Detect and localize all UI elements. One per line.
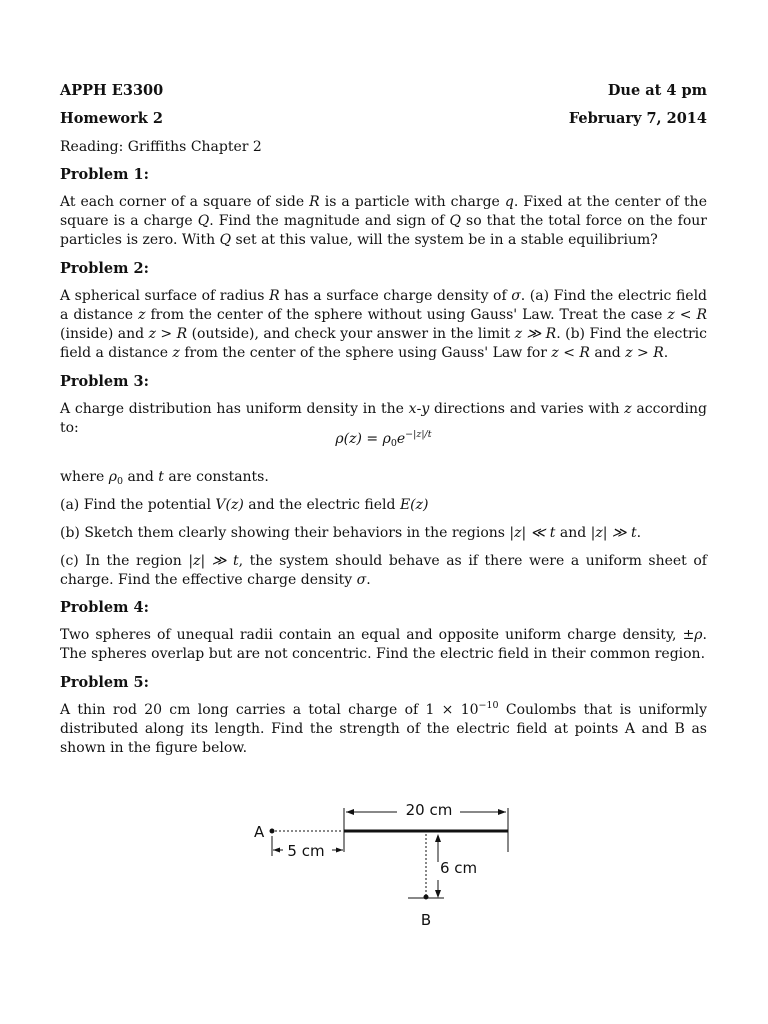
problem-4-title: Problem 4: [60, 599, 149, 616]
point-b-label: B [420, 911, 432, 929]
arrowhead-left-icon [346, 809, 354, 815]
problem-1-text: At each corner of a square of side R is a particle with charge q. Fixed at the center of the square is a charge Q. Find the magnitude and sign of Q so that the total force on the four particles is zero. With Q set at this value, will the system be in a stable equilibrium? [60, 194, 707, 248]
homework-title: Homework 2 [60, 110, 163, 127]
arrowhead-right-icon [498, 809, 506, 815]
problem-5-title: Problem 5: [60, 674, 149, 691]
point-a-label: A [254, 823, 265, 841]
problem-3-intro: A charge distribution has uniform density in the x-y directions and varies with z according to: [60, 401, 707, 436]
problem-2-text: A spherical surface of radius R has a surface charge density of σ. (a) Find the electric field a distance z from the center of the sphere without using Gauss' Law. Treat the case z < R (inside) and z > R (outside), and check your answer in the limit z ≫ R. (b) Find the electric field a distance z from the center of the sphere using Gauss' Law for z < R and z > R. [60, 288, 708, 361]
problem-3-part-c: (c) In the region |z| ≫ t, the system should behave as if there were a uniform sheet of charge. Find the effective charge density σ. [60, 553, 707, 588]
rod-length-label: 20 cm [405, 801, 453, 819]
arrowhead-gap-right-icon [336, 848, 343, 853]
course-code: APPH E3300 [60, 82, 164, 99]
height-label: 6 cm [440, 859, 478, 877]
problem-2-title: Problem 2: [60, 260, 149, 277]
problem-4-text: Two spheres of unequal radii contain an equal and opposite uniform charge density, ±ρ. The spheres overlap but are not concentric. Find the electric field in their common region. [60, 627, 707, 662]
due-date: February 7, 2014 [568, 110, 707, 127]
problem-5-text: A thin rod 20 cm long carries a total charge of $1 \times 10^{-10}$ Coulombs that is uniformly distributed along its length. Find the strength of the electric field at points A and B as shown in the figure below. [60, 700, 707, 756]
arrowhead-gap-left-icon [273, 848, 280, 853]
arrowhead-up-icon [435, 834, 441, 842]
problem-3-title: Problem 3: [60, 373, 149, 390]
problem-3-where: where $\rho_0$ and t are constants. [60, 469, 269, 487]
point-a-dot [270, 829, 275, 834]
problem-3-part-b: (b) Sketch them clearly showing their behaviors in the regions |z| ≪ t and |z| ≫ t. [60, 525, 642, 541]
reading-line: Reading: Griffiths Chapter 2 [60, 139, 262, 155]
charge-density-equation: $\rho(z) = \rho_0e^{-|z|/t}$ [335, 429, 432, 449]
problem-3-part-a: (a) Find the potential V(z) and the electric field E(z) [60, 497, 429, 513]
point-b-dot [424, 895, 429, 900]
arrowhead-down-icon [435, 890, 441, 898]
due-time: Due at 4 pm [607, 82, 707, 99]
problem-1-title: Problem 1: [60, 166, 149, 183]
gap-label: 5 cm [287, 842, 325, 860]
